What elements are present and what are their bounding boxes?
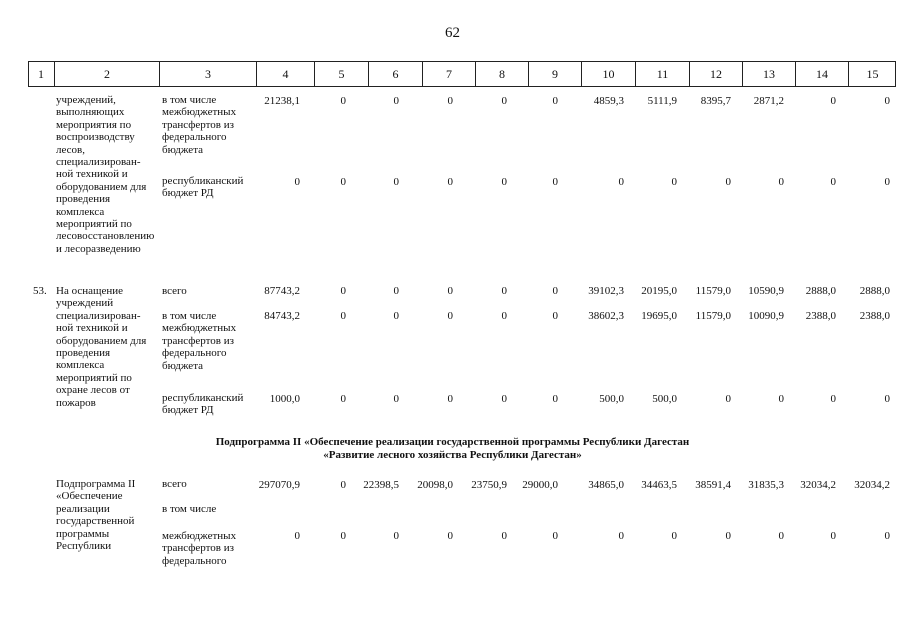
header-col-12: 12 xyxy=(690,62,743,86)
block1-row1-col-9: 0 xyxy=(552,95,558,107)
header-col-8: 8 xyxy=(476,62,529,86)
item-name-line: мероприятий по xyxy=(56,218,132,230)
header-col-14: 14 xyxy=(796,62,849,86)
block2-row2-col-10: 38602,3 xyxy=(588,310,624,322)
funding-source-line: межбюджетных xyxy=(162,530,237,542)
block3-row1-col-11: 34463,5 xyxy=(641,479,677,491)
funding-source-line: федерального xyxy=(162,347,227,360)
block2-row2-col-4: 84743,2 xyxy=(264,310,300,322)
block3-row3-col-15: 0 xyxy=(884,530,890,542)
block1-row1-col-10: 4859,3 xyxy=(593,95,624,107)
block2-row3-col-4: 1000,0 xyxy=(269,393,300,405)
item-name-line: комплекса xyxy=(56,205,105,218)
block2-row1-col-5: 0 xyxy=(340,285,346,297)
block2-row1-col-10: 39102,3 xyxy=(588,285,624,297)
funding-source-line: бюджета xyxy=(162,143,204,156)
block2-row2-col-8: 0 xyxy=(501,310,507,322)
block1-row1-col-4: 21238,1 xyxy=(264,95,300,107)
block1-row1-col-12: 8395,7 xyxy=(700,95,731,107)
funding-source-line: республиканский xyxy=(162,175,244,187)
item-name-line: Подпрограмма II xyxy=(56,478,136,490)
block3-row3-col-14: 0 xyxy=(830,530,836,542)
item-name-line: ной техникой и xyxy=(56,322,128,335)
block2-row2-col-11: 19695,0 xyxy=(641,310,677,322)
block3-row1-col-8: 23750,9 xyxy=(471,479,507,491)
item-name-line: государственной xyxy=(56,515,135,528)
item-name-line: комплекса xyxy=(56,359,105,372)
header-col-7: 7 xyxy=(423,62,476,86)
block3-row1-col-15: 32034,2 xyxy=(854,479,890,491)
item-number: 53. xyxy=(33,285,47,297)
block1-row2-col-10: 0 xyxy=(618,176,624,188)
item-name-line: мероприятия по xyxy=(56,118,132,131)
item-name-line: учреждений xyxy=(56,297,114,310)
block2-row3-col-10: 500,0 xyxy=(599,393,624,405)
block2-row3-col-13: 0 xyxy=(778,393,784,405)
block2-row2-col-6: 0 xyxy=(393,310,399,322)
header-col-2: 2 xyxy=(55,62,160,86)
item-name-line: оборудованием для xyxy=(56,334,147,347)
funding-source-line: бюджета xyxy=(162,359,204,372)
item-name-line: лесов, xyxy=(56,143,85,156)
block3-row3-col-8: 0 xyxy=(501,530,507,542)
block2-row1-col-8: 0 xyxy=(501,285,507,297)
block1-row2-col-8: 0 xyxy=(501,176,507,188)
item-name-line: Республики xyxy=(56,540,112,552)
block2-row2-col-14: 2388,0 xyxy=(805,310,836,322)
header-col-13: 13 xyxy=(743,62,796,86)
header-col-1: 1 xyxy=(28,62,55,86)
block2-row3-col-7: 0 xyxy=(447,393,453,405)
funding-source-line: межбюджетных xyxy=(162,322,237,335)
block1-row2-col-4: 0 xyxy=(294,176,300,188)
funding-source-line: в том числе xyxy=(162,310,217,322)
block1-row2-col-13: 0 xyxy=(778,176,784,188)
item-name-line: мероприятий по xyxy=(56,371,132,384)
block2-row3-col-5: 0 xyxy=(340,393,346,405)
block3-row1-col-13: 31835,3 xyxy=(748,479,784,491)
block2-row2-col-5: 0 xyxy=(340,310,346,322)
item-name-line: специализирован- xyxy=(56,309,141,322)
block3-row3-col-13: 0 xyxy=(778,530,784,542)
block3-row3-col-11: 0 xyxy=(671,530,677,542)
funding-source-line: республиканский xyxy=(162,392,244,404)
block1-row2-col-5: 0 xyxy=(340,176,346,188)
block1-row2-col-6: 0 xyxy=(393,176,399,188)
block2-row3-col-8: 0 xyxy=(501,393,507,405)
item-name-line: выполняющих xyxy=(56,106,125,119)
block2-row1-col-6: 0 xyxy=(393,285,399,297)
item-name-line: лесовосстановлению xyxy=(56,230,155,243)
block1-row2-col-7: 0 xyxy=(447,176,453,188)
block1-row1-col-7: 0 xyxy=(447,95,453,107)
header-col-15: 15 xyxy=(866,67,879,81)
block2-row1-col-4: 87743,2 xyxy=(264,285,300,297)
block3-row3-col-6: 0 xyxy=(393,530,399,542)
item-name-line: пожаров xyxy=(56,396,96,409)
block3-row3-col-4: 0 xyxy=(294,530,300,542)
block2-row3-col-11: 500,0 xyxy=(652,393,677,405)
block3-row3-col-7: 0 xyxy=(447,530,453,542)
subprogram-heading-line-2: «Развитие лесного хозяйства Республики Дагестан» xyxy=(323,449,582,461)
block2-row2-col-13: 10090,9 xyxy=(748,310,784,322)
page-number: 62 xyxy=(445,25,460,41)
subprogram-heading-line-1: Подпрограмма II «Обеспечение реализации государственной программы Республики Дагестан xyxy=(215,436,690,448)
block2-row1-col-12: 11579,0 xyxy=(695,285,731,297)
funding-source-line: бюджет РД xyxy=(162,404,214,417)
block3-row1-col-9: 29000,0 xyxy=(522,479,558,491)
item-name-line: и лесоразведению xyxy=(56,242,141,255)
funding-source-line: межбюджетных xyxy=(162,106,237,119)
block2-row1-col-7: 0 xyxy=(447,285,453,297)
item-name-line: На оснащение xyxy=(56,285,124,297)
block2-row2-col-9: 0 xyxy=(552,310,558,322)
item-name-line: специализирован- xyxy=(56,156,141,168)
funding-source-line: трансфертов из xyxy=(162,118,234,131)
block2-row3-col-12: 0 xyxy=(725,393,731,405)
block3-row1-col-10: 34865,0 xyxy=(588,479,624,491)
block2-row1-col-15: 2888,0 xyxy=(859,285,890,297)
block3-row1-col-7: 20098,0 xyxy=(417,479,453,491)
block3-row3-col-9: 0 xyxy=(552,530,558,542)
item-name-line: проведения xyxy=(56,193,111,206)
block3-row3-col-12: 0 xyxy=(725,530,731,542)
block2-row2-col-12: 11579,0 xyxy=(695,310,731,322)
item-name-line: воспроизводству xyxy=(56,131,135,144)
block1-row2-col-9: 0 xyxy=(552,176,558,188)
block1-row1-col-15: 0 xyxy=(884,95,890,107)
funding-source-line: бюджет РД xyxy=(162,187,214,200)
item-name-line: реализации xyxy=(56,502,110,515)
funding-source-line: федерального xyxy=(162,131,227,144)
block2-row2-col-15: 2388,0 xyxy=(859,310,890,322)
block3-row1-col-12: 38591,4 xyxy=(695,479,731,491)
block1-row1-col-13: 2871,2 xyxy=(753,95,784,107)
block2-row2-col-7: 0 xyxy=(447,310,453,322)
block2-row3-col-9: 0 xyxy=(552,393,558,405)
block3-row3-col-5: 0 xyxy=(340,530,346,542)
block2-row3-col-15: 0 xyxy=(884,393,890,405)
block3-row1-col-4: 297070,9 xyxy=(258,479,300,491)
header-col-4: 4 xyxy=(257,62,315,86)
block1-row2-col-11: 0 xyxy=(671,176,677,188)
block1-row2-col-14: 0 xyxy=(830,176,836,188)
item-name-line: оборудованием для xyxy=(56,180,147,193)
block3-row1-col-5: 0 xyxy=(340,479,346,491)
header-col-5: 5 xyxy=(315,62,369,86)
block1-row2-col-12: 0 xyxy=(725,176,731,188)
header-col-11: 11 xyxy=(636,62,690,86)
funding-source-line: в том числе xyxy=(162,94,217,106)
item-name-line: охране лесов от xyxy=(56,384,130,397)
block3-row3-col-10: 0 xyxy=(618,530,624,542)
block1-row1-col-14: 0 xyxy=(830,95,836,107)
funding-source-line: в том числе xyxy=(162,503,217,515)
block2-row1-col-14: 2888,0 xyxy=(805,285,836,297)
block2-row3-col-6: 0 xyxy=(393,393,399,405)
block1-row1-col-11: 5111,9 xyxy=(647,95,677,107)
funding-source-line: федерального xyxy=(162,554,227,567)
block2-row3-col-14: 0 xyxy=(830,393,836,405)
block3-row1-col-14: 32034,2 xyxy=(800,479,836,491)
block2-row1-col-13: 10590,9 xyxy=(748,285,784,297)
funding-source-line: трансфертов из xyxy=(162,334,234,347)
item-name-line: учреждений, xyxy=(56,94,116,106)
block1-row1-col-5: 0 xyxy=(340,95,346,107)
funding-source-line: всего xyxy=(162,478,187,490)
header-col-10: 10 xyxy=(582,62,636,86)
block1-row2-col-15: 0 xyxy=(884,176,890,188)
item-name-line: ной техникой и xyxy=(56,168,128,181)
block3-row1-col-6: 22398,5 xyxy=(363,479,399,491)
header-col-3: 3 xyxy=(160,62,257,86)
table-header-row xyxy=(28,61,896,87)
item-name-line: «Обеспечение xyxy=(56,490,123,503)
block2-row1-col-11: 20195,0 xyxy=(641,285,677,297)
item-name-line: проведения xyxy=(56,347,111,359)
block1-row1-col-6: 0 xyxy=(393,95,399,107)
item-name-line: программы xyxy=(56,527,110,540)
block2-row1-col-9: 0 xyxy=(552,285,558,297)
funding-source-line: трансфертов из xyxy=(162,542,234,555)
header-col-9: 9 xyxy=(529,62,582,86)
block1-row1-col-8: 0 xyxy=(501,95,507,107)
funding-source-line: всего xyxy=(162,285,187,297)
header-col-6: 6 xyxy=(369,62,423,86)
